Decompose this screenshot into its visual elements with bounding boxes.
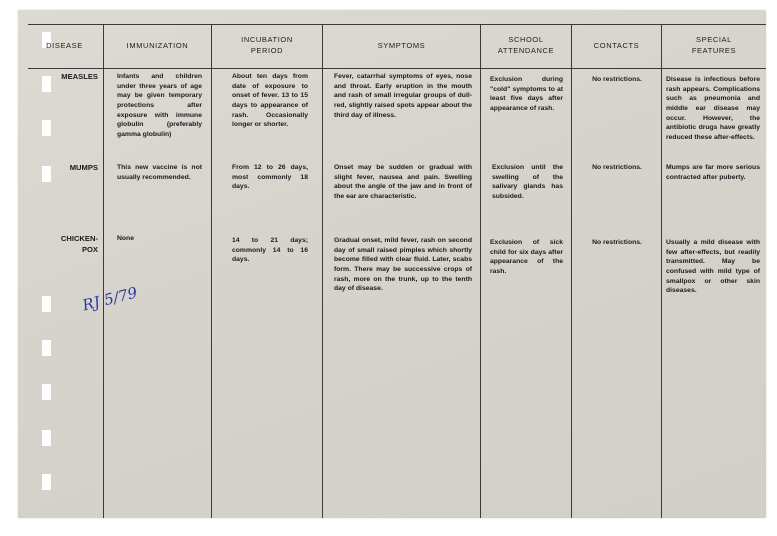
header-immunization: IMMUNIZATION (126, 40, 189, 50)
contacts-cell: No restrictions. (592, 239, 642, 246)
punch-hole (42, 120, 51, 136)
incubation-cell: 14 to 21 days; commonly 14 to 16 days. (232, 237, 308, 264)
header-special-features: SPECIAL FEATURES (691, 35, 737, 55)
disease-name: CHICKEN- POX (60, 234, 98, 254)
incubation-cell: From 12 to 26 days, most commonly 18 days. (232, 164, 308, 191)
immunization-cell: None (117, 235, 134, 242)
punch-hole (42, 474, 51, 490)
symptoms-cell: Onset may be sudden or gradual with slight fever, nausea and pain. Swelling about the angle of the jaw and in front of the ear are characteristic. (334, 164, 472, 200)
column-divider (661, 24, 662, 518)
disease-name: MUMPS (69, 163, 98, 172)
header-incubation-period: INCUBATION PERIOD (241, 35, 293, 55)
column-divider (571, 24, 572, 518)
immunization-cell: Infants and children under three years of age may be given temporary protections after exposure with immune globulin (preferably gamma globulin) (117, 73, 202, 138)
header-school-attendance: SCHOOL ATTENDANCE (497, 35, 555, 55)
symptoms-cell: Gradual onset, mild fever, rash on second day of small raised pimples which shortly become filled with clear fluid. Later, scabs form. There may be successive crops of rash, more on the trunk, up to the tenth day of disease. (334, 237, 472, 293)
punch-hole (42, 340, 51, 356)
contacts-cell: No restrictions. (592, 164, 642, 171)
column-divider (322, 24, 323, 518)
symptoms-cell: Fever, catarrhal symptoms of eyes, nose and throat. Early eruption in the mouth and rash of small irregular groups of dull-red, slightly raised spots appear about the third day of illness. (334, 73, 472, 119)
school-attendance-cell: Exclusion of sick child for six days after appearance of the rash. (490, 239, 563, 275)
column-divider (211, 24, 212, 518)
special-features-cell: Mumps are far more serious contracted after puberty. (666, 164, 760, 181)
incubation-cell: About ten days from date of exposure to onset of fever. 13 to 15 days to appearance of rash. Occasionally longer or shorter. (232, 73, 308, 129)
immunization-cell: This new vaccine is not usually recommended. (117, 164, 202, 181)
disease-name: MEASLES (61, 72, 98, 81)
header-rule (28, 68, 766, 69)
header-symptoms: SYMPTOMS (377, 40, 426, 50)
contacts-cell: No restrictions. (592, 76, 642, 83)
column-divider (103, 24, 104, 518)
handwritten-note: RJ 5/79 (80, 283, 140, 315)
punch-hole (42, 430, 51, 446)
header-disease: DISEASE (46, 40, 83, 50)
special-features-cell: Usually a mild disease with few after-effects, but readily transmitted. May be confused with mild type of smallpox or other skin diseases. (666, 239, 760, 295)
punch-hole (42, 296, 51, 312)
school-attendance-cell: Exclusion during "cold" symptoms to at least five days after appearance of rash. (490, 76, 563, 112)
header-contacts: CONTACTS (593, 40, 640, 50)
document-sheet (18, 10, 766, 518)
school-attendance-cell: Exclusion until the swelling of the salivary glands has subsided. (492, 164, 563, 200)
punch-hole (42, 384, 51, 400)
special-features-cell: Disease is infectious before rash appears. Complications such as pneumonia and middle ear disease may occur. However, the antibiotic drugs have greatly reduced these after-effects. (666, 76, 760, 141)
column-divider (480, 24, 481, 518)
